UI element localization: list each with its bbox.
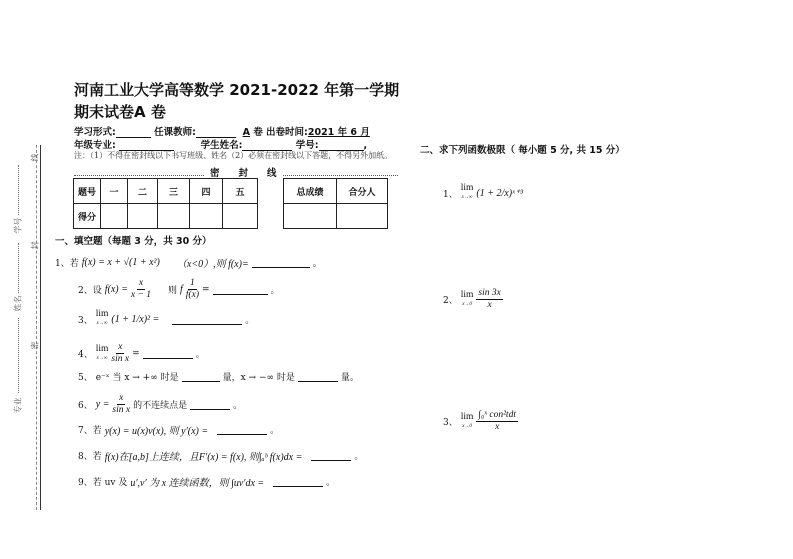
limit <box>461 291 474 309</box>
question-8 <box>78 448 363 463</box>
score-header: 题号 <box>74 179 101 204</box>
q-text: 则 <box>168 286 178 296</box>
total-header: 合分人 <box>337 179 388 204</box>
answer-blank[interactable] <box>217 424 267 435</box>
score-header: 一 <box>101 179 128 204</box>
binding-field-id: 学号 <box>13 217 23 234</box>
q-end: 。 <box>270 286 280 296</box>
seal-text: 密 封 线 <box>210 168 277 179</box>
q-expr: f(x) = <box>104 284 128 295</box>
answer-blank[interactable] <box>213 284 268 295</box>
q-end: 。 <box>195 350 205 360</box>
q-num: 9、若 uv 及 <box>78 478 128 488</box>
exam-note: 注：（1）不得在密封线以下书写班级、姓名（2）必须在密封线以下答题，不得另外加纸。 <box>74 151 393 160</box>
answer-blank[interactable] <box>311 450 351 461</box>
q-end: 。 <box>233 401 243 411</box>
binding-mark: 线 <box>30 153 40 162</box>
section1-title: 一、填空题（每题 3 分，共 30 分） <box>55 236 212 247</box>
exam-date: 2021 年 6 月 <box>307 127 370 138</box>
q-num: 6、 <box>78 401 93 411</box>
q-num: 1、若 <box>55 259 79 269</box>
binding-mark: 密 <box>30 341 40 350</box>
question-3 <box>78 310 254 328</box>
limit <box>96 310 109 328</box>
total-table <box>283 178 388 229</box>
q-end: 。 <box>312 259 322 269</box>
numerator: x <box>119 393 124 403</box>
teacher-label: 任课教师: <box>154 127 196 138</box>
numerator: x <box>118 342 123 352</box>
fraction <box>476 410 518 433</box>
score-cell[interactable] <box>190 204 223 229</box>
q-text: 的不连续点是 <box>133 401 188 411</box>
binding-dots <box>18 165 19 215</box>
question-4 <box>78 342 205 365</box>
limit-question-3 <box>443 410 518 433</box>
total-cell[interactable] <box>284 204 337 229</box>
question-5 <box>78 370 359 383</box>
denominator: sin x <box>112 405 131 415</box>
score-row-label: 得分 <box>74 204 101 229</box>
q-expr: f(x) = x + √(1 + x²) <box>81 257 160 268</box>
binding-mark: 封 <box>30 241 40 250</box>
binding-dots <box>18 318 19 393</box>
score-header: 四 <box>190 179 223 204</box>
denominator: x <box>487 300 492 310</box>
answer-blank[interactable] <box>298 371 338 382</box>
q-text: e⁻ˣ 当 x → +∞ 时是 <box>95 373 179 383</box>
q-eq: = <box>201 284 210 295</box>
fraction <box>476 288 502 311</box>
q-expr: f(x)在[a,b]上连续，且F′(x) = f(x), 则∫ₐᵇ f(x)dx = <box>104 452 303 463</box>
info-row-1 <box>74 124 370 138</box>
paper-suffix: 卷 出卷时间: <box>253 127 308 138</box>
fraction <box>186 278 199 301</box>
exam-title: 河南工业大学高等数学 2021-2022 年第一学期 <box>74 81 400 99</box>
fraction <box>131 278 151 301</box>
q-expr: f <box>180 284 183 295</box>
lim-text: lim <box>95 309 109 319</box>
q-cond: （x<0）,则 f(x)= <box>176 259 249 270</box>
limit-question-2 <box>443 288 503 311</box>
q-num: 8、若 <box>78 452 102 462</box>
q-num: 7、若 <box>78 426 102 436</box>
q-num: 2、 <box>443 296 458 306</box>
denominator: f(x) <box>185 290 199 300</box>
binding-field-major: 专业 <box>13 397 23 414</box>
numerator: ∫₀ˣ con²tdt <box>478 410 516 420</box>
denominator: x <box>495 422 500 432</box>
denominator: x − 1 <box>130 290 151 300</box>
answer-blank[interactable] <box>182 371 220 382</box>
q-expr: y = <box>95 399 110 410</box>
q-text: 量，x → −∞ 时是 <box>222 373 295 383</box>
lim-sub: x→∞ <box>461 195 473 200</box>
paper-label: A <box>242 127 250 138</box>
lim-text: lim <box>460 289 474 300</box>
lim-sub: x→0 <box>462 423 472 429</box>
score-header: 五 <box>223 179 258 204</box>
score-header: 三 <box>158 179 190 204</box>
q-num: 3、 <box>78 315 93 326</box>
score-cell[interactable] <box>158 204 190 229</box>
q-num: 3、 <box>443 418 458 428</box>
student-label: 学生姓名: <box>200 140 243 151</box>
section2-title: 二、求下列函数极限（ 每小题 5 分, 共 15 分） <box>420 145 625 156</box>
question-2 <box>78 278 280 301</box>
grade-label: 年级专业: <box>74 140 116 151</box>
q-text: 量。 <box>340 373 359 383</box>
exam-subtitle: 期末试卷A 卷 <box>74 103 166 121</box>
total-cell[interactable] <box>337 204 388 229</box>
q-expr: y(x) = u(x)v(x), 则 y′(x) = <box>104 426 209 437</box>
q-expr: (1 + 2/x)ˣ⁺³ <box>476 187 524 199</box>
study-form-label: 学习形式: <box>74 127 116 138</box>
q-num: 4、 <box>78 350 93 360</box>
question-1 <box>55 255 322 270</box>
question-6 <box>78 393 242 416</box>
total-header: 总成绩 <box>284 179 337 204</box>
numerator: x <box>138 278 144 288</box>
lim-text: lim <box>95 343 109 354</box>
q-num: 2、设 <box>78 286 102 296</box>
fraction <box>112 393 130 416</box>
lim-text: lim <box>460 183 474 193</box>
limit-question-1 <box>443 184 523 202</box>
q-eq: = <box>132 348 140 359</box>
score-table <box>73 178 258 229</box>
question-9 <box>78 474 335 489</box>
question-7 <box>78 422 279 437</box>
answer-blank[interactable] <box>273 476 323 487</box>
answer-blank[interactable] <box>143 348 193 359</box>
score-cell[interactable] <box>101 204 128 229</box>
binding-line <box>40 145 41 510</box>
score-cell[interactable] <box>128 204 158 229</box>
answer-blank[interactable] <box>190 399 230 410</box>
answer-blank[interactable] <box>252 257 310 268</box>
binding-field-name: 姓名 <box>13 295 23 312</box>
fraction <box>111 342 129 365</box>
q-end: 。 <box>270 426 280 436</box>
answer-blank[interactable] <box>172 314 242 325</box>
score-cell[interactable] <box>223 204 258 229</box>
limit <box>461 184 474 202</box>
q-expr: u′,v′ 为 x 连续函数，则 ∫uv′dx = <box>130 478 265 489</box>
score-header: 二 <box>128 179 158 204</box>
id-label: 学号: <box>295 140 319 151</box>
q-num: 5、 <box>78 373 93 383</box>
denominator: sin x <box>111 354 130 364</box>
binding-dots <box>18 243 19 293</box>
binding-dashed-line <box>36 145 37 510</box>
numerator: sin 3x <box>478 288 501 298</box>
limit <box>461 413 474 431</box>
info-row-2: 年级专业: 学生姓名: 学号: , <box>74 140 368 151</box>
lim-text: lim <box>460 411 474 422</box>
lim-sub: x→∞ <box>96 321 108 326</box>
lim-sub: x→0 <box>462 301 472 307</box>
seal-line <box>74 165 398 179</box>
lim-sub: x→∞ <box>96 355 108 361</box>
q-num: 1、 <box>443 189 458 200</box>
q-end: 。 <box>245 315 255 326</box>
q-expr: (1 + 1/x)² = <box>111 313 160 325</box>
q-end: 。 <box>326 478 336 488</box>
numerator: 1 <box>190 278 195 288</box>
q-end: 。 <box>354 452 364 462</box>
limit <box>96 345 109 363</box>
